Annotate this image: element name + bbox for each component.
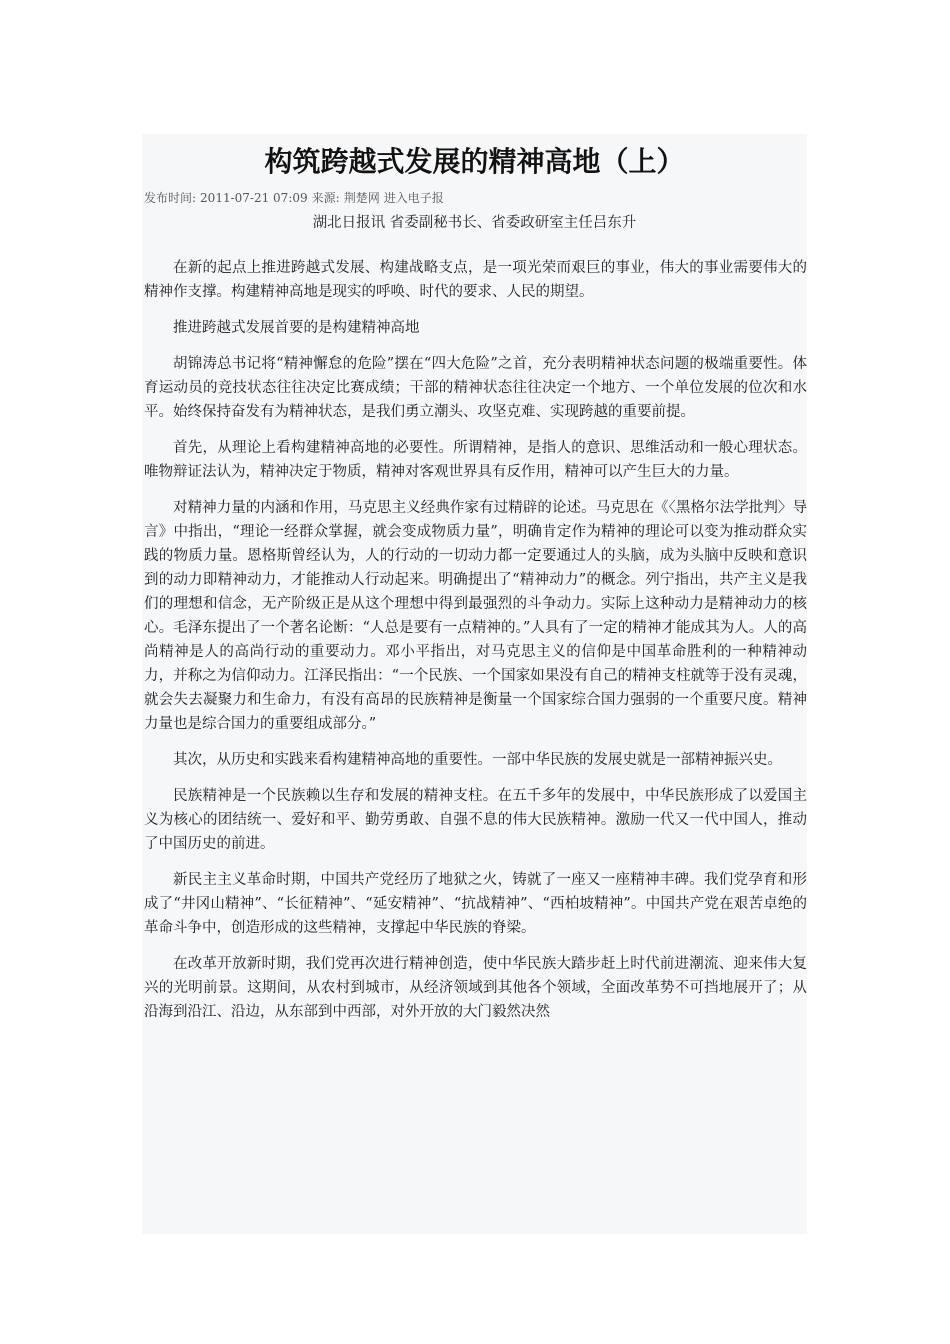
section-heading: 推进跨越式发展首要的是构建精神高地 xyxy=(173,320,420,336)
epaper-link[interactable]: 进入电子报 xyxy=(383,191,444,205)
paragraph: 在新的起点上推进跨越式发展、构建战略支点，是一项光荣而艰巨的事业，伟大的事业需要伟大的精神作支撑。构建精神高地是现实的呼唤、时代的要求、人民的期望。 xyxy=(144,260,807,300)
article-meta xyxy=(144,189,444,207)
publish-label: 发布时间: xyxy=(144,191,197,205)
source-name: 荆楚网 xyxy=(343,191,380,205)
paragraph: 对精神力量的内涵和作用，马克思主义经典作家有过精辟的论述。马克思在《〈黑格尔法学批判〉导言》中指出，“理论一经群众掌握，就会变成物质力量”，明确肯定作为精神的理论可以变为推动群众实践的物质力量。恩格斯曾经认为，人的行动的一切动力都一定要通过人的头脑，成为头脑中反映和意识到的动力即精神动力，才能推动人行动起来。明确提出了“精神动力”的概念。列宁指出，共产主义是我们的理想和信念，无产阶级正是从这个理想中得到最强烈的斗争动力。实际上这种动力是精神动力的核心。毛泽东提出了一个著名论断：“人总是要有一点精神的。”人具有了一定的精神才能成其为人。人的高尚精神是人的高尚行动的重要动力。邓小平指出，对马克思主义的信仰是中国革命胜利的一种精神动力，并称之为信仰动力。江泽民指出：“一个民族、一个国家如果没有自己的精神支柱就等于没有灵魂，就会失去凝聚力和生命力，有没有高昂的民族精神是衡量一个国家综合国力强弱的一个重要尺度。精神力量也是综合国力的重要组成部分。” xyxy=(144,500,807,732)
article-body xyxy=(144,256,807,1036)
publish-time: 2011-07-21 07:09 xyxy=(200,191,308,205)
article-container xyxy=(142,134,807,1234)
paragraph: 首先，从理论上看构建精神高地的必要性。所谓精神，是指人的意识、思维活动和一般心理状态。唯物辩证法认为，精神决定于物质，精神对客观世界具有反作用，精神可以产生巨大的力量。 xyxy=(144,440,807,480)
paragraph: 新民主主义革命时期，中国共产党经历了地狱之火，铸就了一座又一座精神丰碑。我们党孕育和形成了“井冈山精神”、“长征精神”、“延安精神”、“抗战精神”、“西柏坡精神”。中国共产党在艰苦卓绝的革命斗争中，创造形成的这些精神，支撑起中华民族的脊梁。 xyxy=(144,872,807,936)
paragraph: 在改革开放新时期，我们党再次进行精神创造，使中华民族大踏步赶上时代前进潮流、迎来伟大复兴的光明前景。这期间，从农村到城市，从经济领域到其他各个领域，全面改革势不可挡地展开了；从沿海到沿江、沿边，从东部到中西部，对外开放的大门毅然决然 xyxy=(144,956,807,1020)
source-label: 来源: xyxy=(311,191,340,205)
article-title: 构筑跨越式发展的精神高地（上） xyxy=(264,145,685,178)
paragraph: 其次，从历史和实践来看构建精神高地的重要性。一部中华民族的发展史就是一部精神振兴史。 xyxy=(173,752,782,768)
paragraph: 胡锦涛总书记将“精神懈怠的危险”摆在“四大危险”之首，充分表明精神状态问题的极端重要性。体育运动员的竞技状态往往决定比赛成绩；干部的精神状态往往决定一个地方、一个单位发展的位次和水平。始终保持奋发有为精神状态，是我们勇立潮头、攻坚克难、实现跨越的重要前提。 xyxy=(144,356,807,420)
paragraph: 民族精神是一个民族赖以生存和发展的精神支柱。在五千多年的发展中，中华民族形成了以爱国主义为核心的团结统一、爱好和平、勤劳勇敢、自强不息的伟大民族精神。激励一代又一代中国人，推动了中国历史的前进。 xyxy=(144,788,807,852)
article-byline: 湖北日报讯 省委副秘书长、省委政研室主任吕东升 xyxy=(312,215,637,231)
